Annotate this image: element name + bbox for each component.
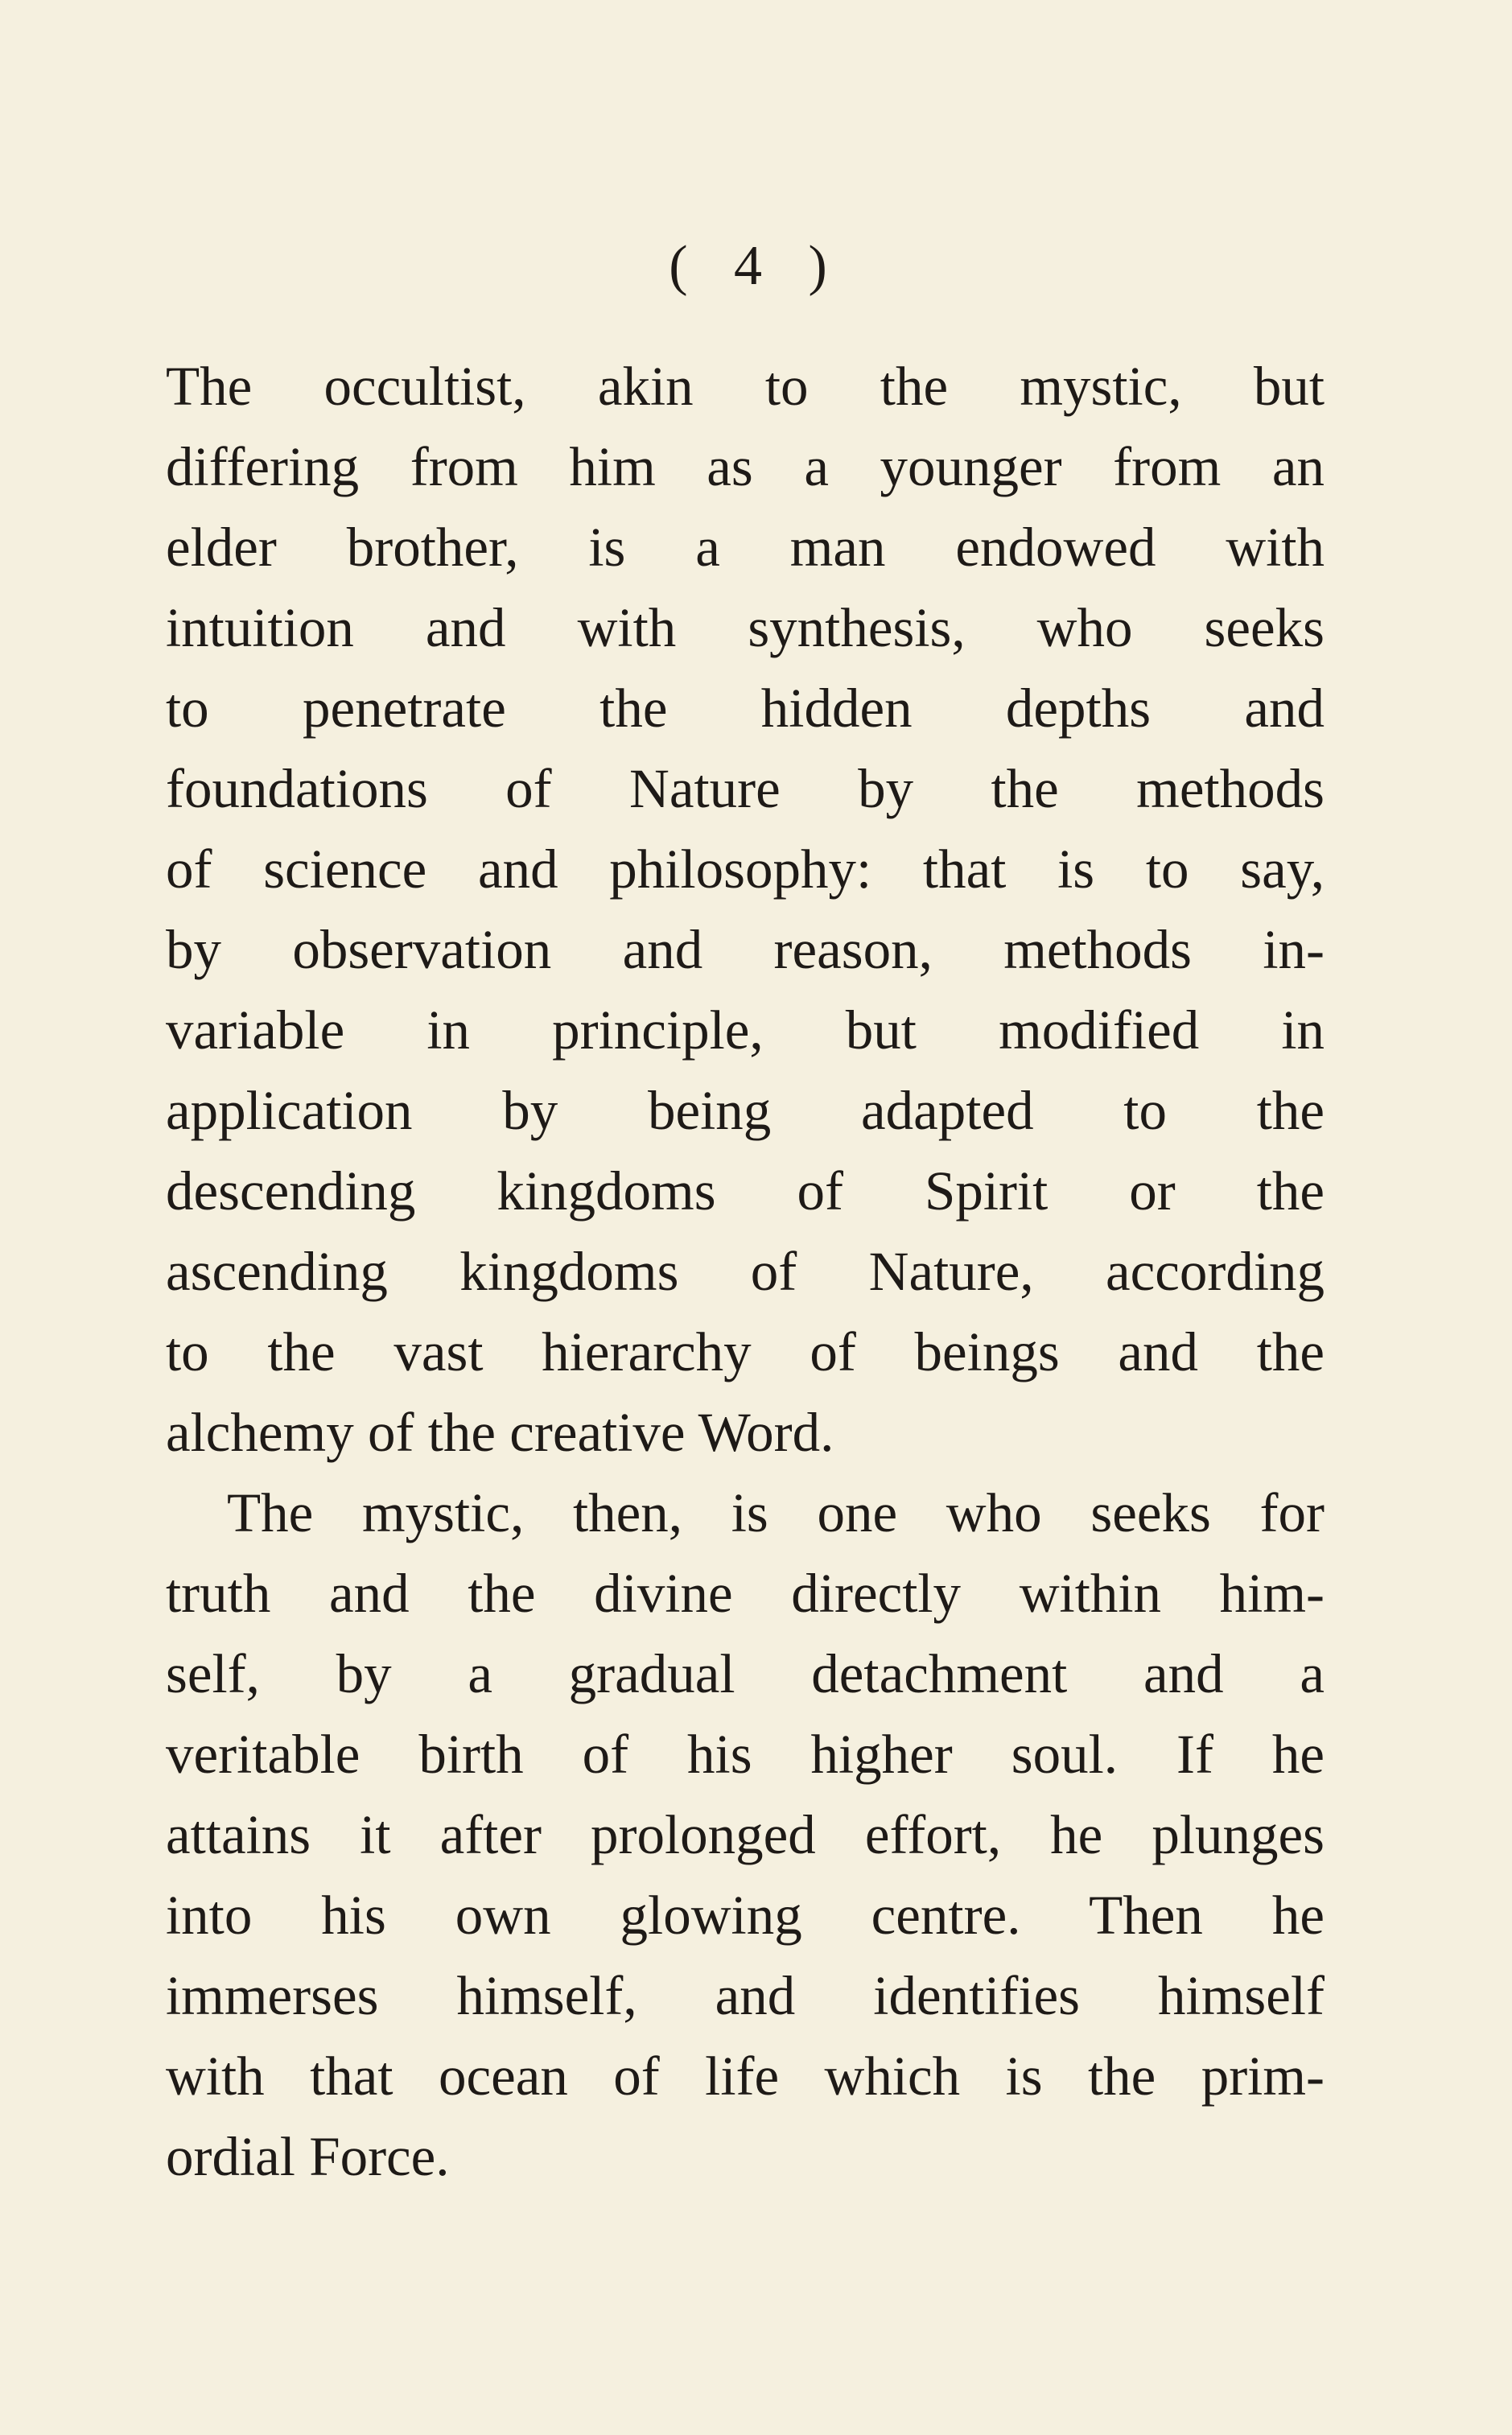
text-line: to penetrate the hidden depths and bbox=[166, 678, 1325, 739]
text-line: ascending kingdoms of Nature, according bbox=[166, 1241, 1325, 1302]
text-line: into his own glowing centre. Then he bbox=[166, 1885, 1325, 1946]
text-line: to the vast hierarchy of beings and the bbox=[166, 1321, 1325, 1382]
text-line-paragraph-start: The mystic, then, is one who seeks for bbox=[227, 1482, 1325, 1543]
text-line: descending kingdoms of Spirit or the bbox=[166, 1160, 1325, 1222]
text-line-paragraph-end: alchemy of the creative Word. bbox=[166, 1402, 834, 1463]
text-line: differing from him as a younger from an bbox=[166, 436, 1325, 497]
text-line: immerses himself, and identifies himself bbox=[166, 1965, 1325, 2026]
text-line-paragraph-end: ordial Force. bbox=[166, 2126, 450, 2187]
text-line: self, by a gradual detachment and a bbox=[166, 1643, 1325, 1704]
text-line: variable in principle, but modified in bbox=[166, 999, 1325, 1061]
text-line: intuition and with synthesis, who seeks bbox=[166, 597, 1325, 658]
text-line: of science and philosophy: that is to say, bbox=[166, 838, 1325, 900]
text-line: by observation and reason, methods in- bbox=[166, 919, 1325, 980]
text-line: foundations of Nature by the methods bbox=[166, 758, 1325, 819]
page-number: ( 4 ) bbox=[669, 235, 843, 297]
text-line: truth and the divine directly within him- bbox=[166, 1563, 1325, 1624]
text-line: The occultist, akin to the mystic, but bbox=[166, 356, 1325, 417]
body-text bbox=[166, 346, 1325, 2197]
text-line: elder brother, is a man endowed with bbox=[166, 517, 1325, 578]
text-line: with that ocean of life which is the prim- bbox=[166, 2046, 1325, 2107]
text-line: attains it after prolonged effort, he plunges bbox=[166, 1804, 1325, 1865]
text-line: application by being adapted to the bbox=[166, 1080, 1325, 1141]
text-line: veritable birth of his higher soul. If he bbox=[166, 1724, 1325, 1785]
